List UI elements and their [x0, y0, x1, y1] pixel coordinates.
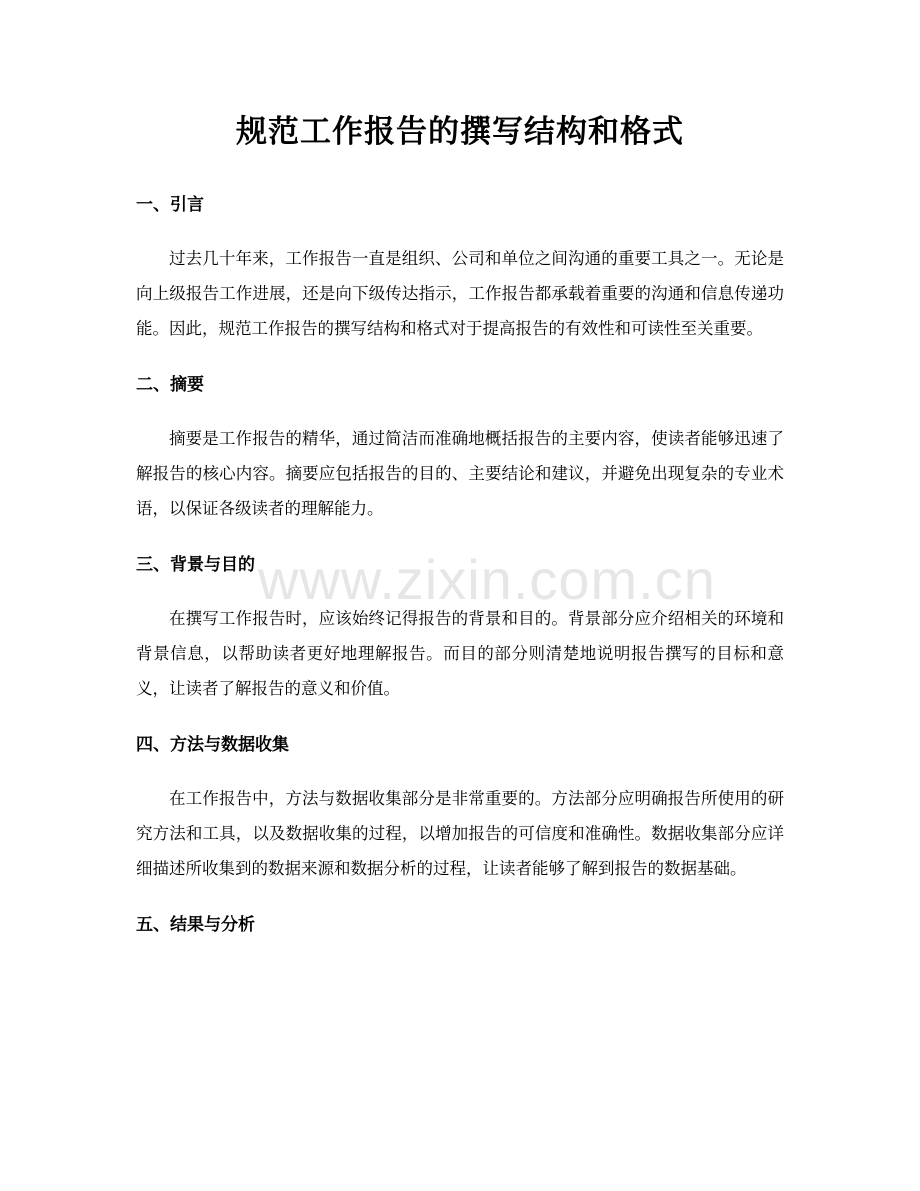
section-heading-results: 五、结果与分析 [136, 915, 255, 935]
section-body-introduction: 过去几十年来，工作报告一直是组织、公司和单位之间沟通的重要工具之一。无论是向上级报告工作进展，还是向下级传达指示，工作报告都承载着重要的沟通和信息传递功能。因此，规范工作报告的撰写结构和格式对于提高报告的有效性和可读性至关重要。 [136, 249, 784, 338]
section-body-abstract: 摘要是工作报告的精华，通过简洁而准确地概括报告的主要内容，使读者能够迅速了解报告的核心内容。摘要应包括报告的目的、主要结论和建议，并避免出现复杂的专业术语，以保证各级读者的理解能力。 [136, 429, 784, 518]
section-body-methods: 在工作报告中，方法与数据收集部分是非常重要的。方法部分应明确报告所使用的研究方法和工具，以及数据收集的过程，以增加报告的可信度和准确性。数据收集部分应详细描述所收集到的数据来源和数据分析的过程，让读者能够了解到报告的数据基础。 [136, 789, 784, 878]
watermark: www.zixin.com.cn [258, 548, 716, 611]
section-heading-background: 三、背景与目的 [136, 555, 255, 575]
document-title: 规范工作报告的撰写结构和格式 [236, 114, 684, 150]
section-body-background: 在撰写工作报告时，应该始终记得报告的背景和目的。背景部分应介绍相关的环境和背景信息，以帮助读者更好地理解报告。而目的部分则清楚地说明报告撰写的目标和意义，让读者了解报告的意义和价值。 [136, 609, 784, 698]
section-heading-introduction: 一、引言 [136, 195, 204, 215]
section-heading-methods: 四、方法与数据收集 [136, 735, 289, 755]
section-heading-abstract: 二、摘要 [136, 375, 204, 395]
